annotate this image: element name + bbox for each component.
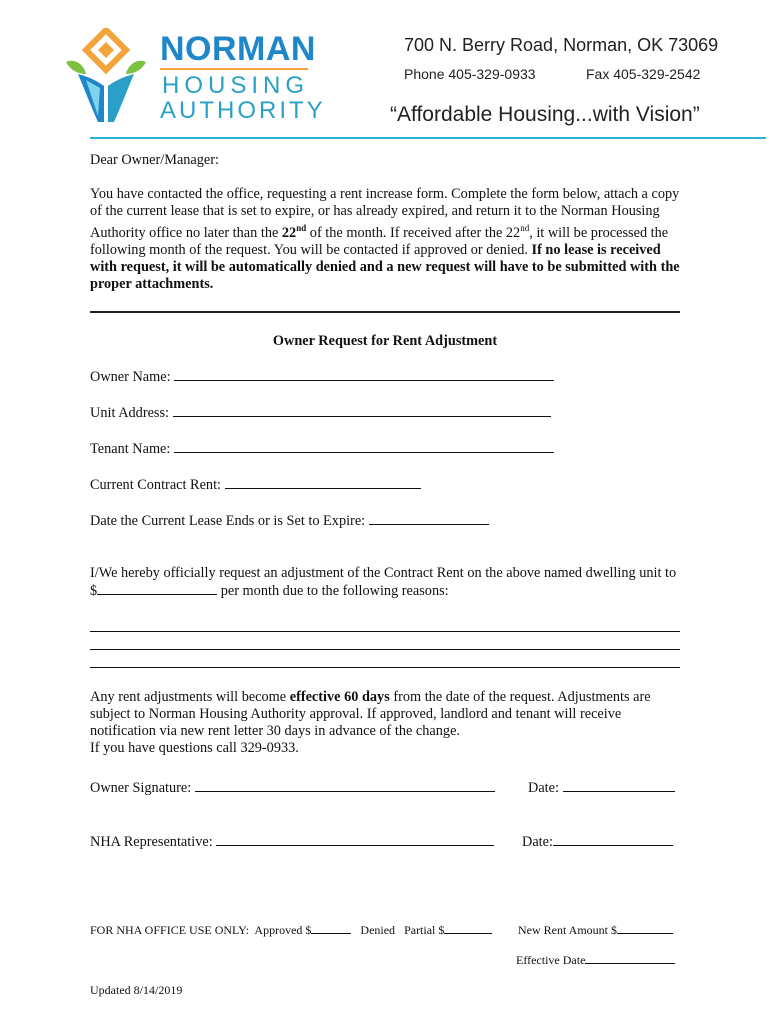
form-title: Owner Request for Rent Adjustment [272,333,498,349]
new-rent-label: New Rent Amount $ [518,923,617,937]
owner-date-label: Date: [528,780,559,796]
unit-address-row [90,404,551,422]
header-fax: Fax 405-329-2542 [586,66,701,82]
approved-label: Approved $ [254,923,312,937]
current-rent-field[interactable] [225,476,421,489]
reason-line-2[interactable] [90,649,680,650]
lease-end-field[interactable] [369,512,489,525]
office-use-label: FOR NHA OFFICE USE ONLY: [90,923,250,937]
header-address: 700 N. Berry Road, Norman, OK 73069 [404,35,719,55]
nha-rep-field[interactable] [216,833,494,846]
owner-name-field[interactable] [174,368,554,381]
header-divider [90,137,766,139]
owner-date-field[interactable] [563,779,675,792]
header-phone: Phone 405-329-0933 [404,66,536,82]
intro-day: 22 [281,224,297,241]
request-text-2: per month due to the following reasons: [217,583,449,599]
notice-text-2: from the date of the request. Adjustments are subject to Norman Housing Authority approval. If approved, landlord and tenant will receive notification via new rent letter 30 days in advance of the change. [90,689,651,739]
current-rent-row [90,476,421,494]
nha-rep-row [90,833,494,851]
approved-field[interactable] [311,923,351,934]
partial-field[interactable] [444,923,492,934]
new-rent-amount-field[interactable] [617,923,673,934]
notice-text-1: Any rent adjustments will become [90,689,290,705]
intro-superscript-2: nd [520,223,530,233]
owner-date-row [528,779,675,797]
adjustment-notice [90,689,684,757]
owner-name-label: Owner Name: [90,369,171,385]
intro-paragraph [90,186,684,293]
owner-signature-label: Owner Signature: [90,780,192,796]
rep-date-row [522,833,673,851]
effective-date-label: Effective Date [516,953,586,967]
nha-rep-label: NHA Representative: [90,834,213,850]
effective-date-field[interactable] [585,953,675,964]
salutation: Dear Owner/Manager: [90,152,220,168]
logo-divider [160,68,308,70]
section-divider [90,311,680,313]
lease-end-row [90,512,489,530]
current-rent-label: Current Contract Rent: [90,477,222,493]
intro-text-1: You have contacted the office, requesting a rent increase form. Complete the form below, attach a copy of the current lease that is set to expire, or has already expired, and return it to the Norman Housing Authority office no later than the [90,186,680,241]
notice-bold: effective 60 days [289,689,390,705]
request-text-1: I/We hereby officially request an adjustment of the Contract Rent on the above named dwelling unit to $ [90,565,677,599]
new-rent-field[interactable] [97,582,217,595]
logo-text-norman: NORMAN [160,30,316,68]
new-rent-row [518,923,673,938]
tenant-name-label: Tenant Name: [90,441,171,457]
unit-address-label: Unit Address: [90,405,170,421]
logo-text-authority: AUTHORITY [160,97,326,124]
intro-text-3: , it will be processed the following month of the request. You will be contacted if approved or denied. [90,224,669,258]
tenant-name-row [90,440,554,458]
tenant-name-field[interactable] [174,440,554,453]
notice-questions: If you have questions call 329-0933. [90,740,299,756]
rep-date-field[interactable] [553,833,673,846]
office-use-row [90,923,492,938]
partial-label: Partial $ [404,923,445,937]
logo-icon [60,28,152,126]
intro-superscript-1: nd [296,223,307,233]
updated-date: Updated 8/14/2019 [90,983,183,997]
request-statement [90,565,684,600]
denied-label: Denied [360,923,396,937]
lease-end-label: Date the Current Lease Ends or is Set to Expire: [90,513,366,529]
owner-signature-row [90,779,495,797]
logo-text-housing: HOUSING [162,72,310,99]
intro-warning: If no lease is received with request, it will be automatically denied and a new request will have to be submitted with the proper attachments. [90,241,680,292]
reason-line-1[interactable] [90,631,680,632]
effective-date-row [516,953,675,968]
header-slogan: “Affordable Housing...with Vision” [390,103,700,126]
owner-signature-field[interactable] [195,779,495,792]
owner-name-row [90,368,554,386]
intro-text-2: of the month. If received after the 22 [306,224,521,241]
rep-date-label: Date: [522,834,553,850]
reason-line-3[interactable] [90,667,680,668]
unit-address-field[interactable] [173,404,551,417]
